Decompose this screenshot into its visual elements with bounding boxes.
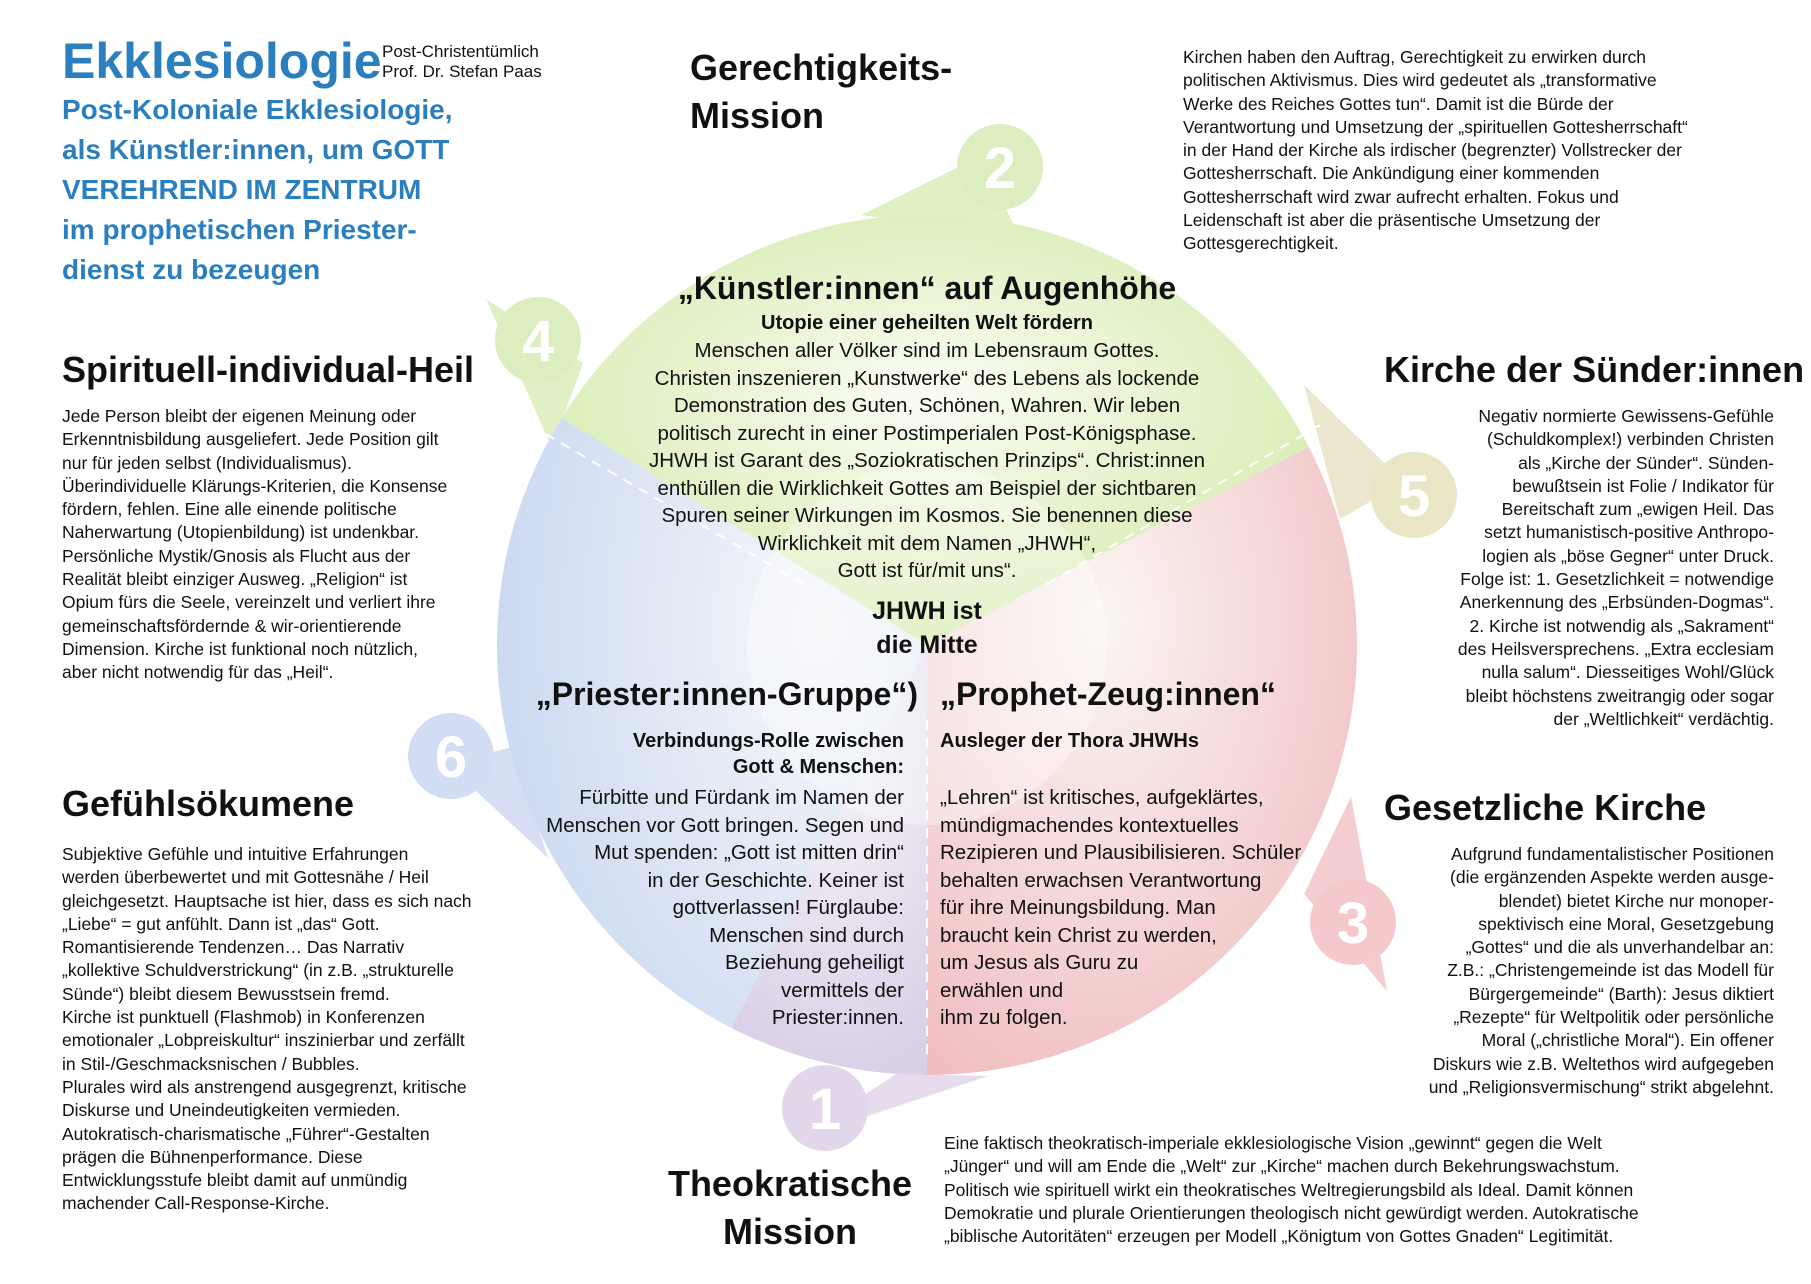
text-line: Entwicklungsstufe bleibt damit auf unmündig — [62, 1170, 408, 1191]
text-line: emotionaler „Lobpreiskultur“ inszinierbar und zerfällt — [62, 1030, 465, 1051]
text-line: Werke des Reiches Gottes tun“. Damit ist die Bürde der — [1183, 93, 1614, 114]
text-line: Rezipieren und Plausibilisieren. Schüler — [940, 841, 1302, 864]
text-line: gleichgesetzt. Hauptsache ist hier, dass es sich nach — [62, 890, 472, 911]
subtitle-line: dienst zu bezeugen — [62, 254, 321, 285]
text-line: „biblische Autoritäten“ erzeugen per Modell „Königtum von Gottes Gnaden“ Legitimität. — [944, 1226, 1614, 1247]
text-line: „Rezepte“ für Weltpolitik oder persönliche — [1453, 1007, 1774, 1028]
mitte-line: die Mitte — [876, 631, 978, 659]
text-line: fördern, fehlen. Eine alle einende politische — [62, 499, 397, 520]
text-line: Gottesherrschaft wird zwar aufrecht erhalten. Fokus und — [1183, 186, 1619, 207]
author-line: Post-Christentümlich — [382, 42, 539, 61]
number-1: 1 — [808, 1077, 842, 1142]
text-line: Eine faktisch theokratisch-imperiale ekklesiologische Vision „gewinnt“ gegen die Welt — [944, 1133, 1602, 1153]
text-line: Kirche ist punktuell (Flashmob) in Konferenzen — [62, 1007, 425, 1028]
page-subtitle — [62, 90, 453, 290]
text-line: Wirklichkeit mit dem Namen „JHWH“, — [757, 531, 1097, 555]
text-line: Fürbitte und Fürdank im Namen der — [579, 786, 904, 809]
text-line: als „Kirche der Sünder“. Sünden- — [1518, 452, 1774, 473]
heading-line: Theokratische — [667, 1163, 913, 1204]
text-line: in der Geschichte. Keiner ist — [647, 868, 904, 892]
text-line: politisch zurecht in einer Postimperialen Post-Königsphase. — [657, 421, 1197, 445]
text-line: Mut spenden: „Gott ist mitten drin“ — [594, 841, 904, 864]
number-6: 6 — [434, 725, 468, 790]
heading-kirche-der-suender: Kirche der Sünder:innen — [1384, 349, 1805, 390]
text-line: Opium fürs die Seele, vereinzelt und verliert ihre — [62, 592, 436, 613]
text-line: Gott ist für/mit uns“. — [837, 559, 1017, 582]
text-line: Dimension. Kirche ist funktional noch nützlich, — [62, 638, 419, 659]
center-text-prophet — [940, 784, 1360, 1032]
center-heading-kuenstler: „Künstler:innen“ auf Augenhöhe — [677, 270, 1177, 306]
text-line: Realität bleibt einziger Ausweg. „Religion“ ist — [62, 569, 408, 590]
text-line: Beziehung geheiligt — [725, 951, 904, 974]
text-line: Bürgergemeinde“ (Barth): Jesus diktiert — [1468, 983, 1774, 1004]
text-line: Subjektive Gefühle und intuitive Erfahrungen — [62, 844, 409, 864]
number-4: 4 — [521, 309, 555, 374]
text-line: Spuren seiner Wirkungen im Kosmos. Sie benennen diese — [661, 504, 1193, 527]
heading-line: Mission — [690, 95, 825, 136]
text-line: in Stil-/Geschmacksnischen / Bubbles. — [62, 1053, 360, 1074]
heading-gesetzliche-kirche: Gesetzliche Kirche — [1384, 787, 1707, 828]
text-line: Diskurse und Uneindeutigkeiten vermieden. — [62, 1100, 401, 1121]
text-line: und „Religionsvermischung“ strikt abgelehnt. — [1428, 1076, 1774, 1097]
text-line: spektivisch eine Moral, Gesetzgebung — [1478, 913, 1774, 934]
center-sub-prophet: Ausleger der Thora JHWHs — [940, 730, 1199, 752]
sub-line: Verbindungs-Rolle zwischen — [632, 730, 904, 752]
text-line: 2. Kirche ist notwendig als „Sakrament“ — [1469, 615, 1774, 636]
text-line: Erkenntnisbildung ausgeliefert. Jede Position gilt — [62, 429, 439, 450]
text-line: Christen inszenieren „Kunstwerke“ des Lebens als lockende — [654, 366, 1200, 390]
text-line: Überindividuelle Klärungs-Kriterien, die Konsense — [62, 475, 448, 496]
text-line: (die ergänzenden Aspekte werden ausge- — [1450, 867, 1774, 888]
center-sub-kuenstler: Utopie einer geheilten Welt fördern — [761, 312, 1093, 334]
subtitle-line: Post-Koloniale Ekklesiologie, — [62, 94, 453, 125]
text-line: vermittels der — [780, 978, 904, 1002]
text-line: in der Hand der Kirche als irdischer (begrenzter) Vollstrecker der — [1183, 140, 1682, 161]
center-mitte — [827, 594, 1027, 662]
text-line: Menschen sind durch — [709, 923, 904, 947]
text-line: Jede Person bleibt der eigenen Meinung oder — [62, 406, 417, 426]
text-line: Menschen aller Völker sind im Lebensraum Gottes. — [694, 339, 1160, 362]
author-block — [382, 42, 542, 82]
text-line: Politisch wie spirituell wirkt ein theokratisches Weltregierungsbild als Ideal. Damit können — [944, 1179, 1634, 1200]
text-spirituell-individual-heil — [62, 405, 502, 685]
text-line: Sünde“) bleibt diesem Bewusstsein fremd. — [62, 983, 390, 1004]
text-line: „Liebe“ = gut anfühlt. Dann ist „das“ Gott. — [62, 913, 380, 934]
text-line: Moral („christliche Moral“). Ein offener — [1481, 1030, 1774, 1051]
text-line: Z.B.: „Christengemeinde ist das Modell für — [1447, 960, 1774, 981]
text-kirche-der-suender — [1300, 405, 1774, 731]
text-line: Kirchen haben den Auftrag, Gerechtigkeit zu erwirken durch — [1183, 47, 1647, 67]
heading-spirituell-individual-heil: Spirituell-individual-Heil — [62, 349, 475, 390]
text-line: Folge ist: 1. Gesetzlichkeit = notwendige — [1460, 569, 1774, 590]
text-line: um Jesus als Guru zu — [940, 951, 1139, 974]
text-line: bewußtsein ist Folie / Indikator für — [1512, 475, 1774, 496]
text-line: Diskurs wie z.B. Weltethos wird aufgegeben — [1432, 1053, 1774, 1074]
center-sub-priester — [520, 728, 904, 780]
center-text-kuenstler — [600, 337, 1254, 585]
text-line: ihm zu folgen. — [940, 1006, 1068, 1029]
text-line: werden überbewertet und mit Gottesnähe / Heil — [62, 867, 429, 888]
text-line: Persönliche Mystik/Gnosis als Flucht aus der — [62, 545, 411, 566]
text-line: Naherwartung (Utopienbildung) ist undenkbar. — [62, 522, 420, 543]
text-line: Demonstration des Guten, Schönen, Wahren. Wir leben — [673, 394, 1181, 417]
text-line: des Heilsversprechens. „Extra ecclesiam — [1457, 638, 1774, 659]
text-line: Leidenschaft ist aber die präsentische Umsetzung der — [1183, 210, 1601, 231]
page-title: Ekklesiologie — [62, 33, 382, 89]
number-2: 2 — [983, 136, 1017, 201]
text-gefuehlsoekumene — [62, 843, 552, 1216]
text-line: setzt humanistisch-positive Anthropo- — [1484, 522, 1774, 543]
text-line: Anerkennung des „Erbsünden-Dogmas“. — [1459, 592, 1774, 613]
text-line: enthüllen die Wirklichkeit Gottes am Beispiel der sichtbaren — [657, 476, 1197, 500]
text-line: JHWH ist Garant des „Soziokratischen Prinzips“. Christ:innen — [649, 449, 1205, 472]
text-line: blendet) bietet Kirche nur monoper- — [1498, 890, 1774, 911]
text-line: der „Weltlichkeit“ verdächtig. — [1553, 708, 1774, 729]
text-line: Gottesherrschaft. Die Ankündigung einer kommenden — [1183, 163, 1600, 184]
text-line: „kollektive Schuldverstrickung“ (in z.B. „strukturelle — [62, 960, 454, 981]
text-line: machender Call-Response-Kirche. — [62, 1193, 330, 1214]
text-line: Aufgrund fundamentalistischer Positionen — [1451, 844, 1774, 864]
text-line: Romantisierende Tendenzen… Das Narrativ — [62, 937, 405, 958]
text-gesetzliche-kirche — [1300, 843, 1774, 1099]
subtitle-line: im prophetischen Priester- — [62, 214, 417, 245]
mitte-line: JHWH ist — [872, 597, 982, 625]
text-line: Demokratie und plurale Orientierungen theologisch nicht gewürdigt werden. Autokratische — [944, 1202, 1639, 1223]
text-line: Negativ normierte Gewissens-Gefühle — [1478, 406, 1774, 426]
number-5: 5 — [1397, 464, 1431, 529]
text-line: prägen die Bühnenperformance. Diese — [62, 1146, 363, 1167]
text-line: behalten erwachsen Verantwortung — [940, 868, 1262, 892]
text-line: nulla salum“. Diesseitiges Wohl/Glück — [1481, 662, 1774, 683]
text-line: Bereitschaft zum „ewigen Heil. Das — [1501, 499, 1774, 520]
text-line: „Jünger“ und will am Ende die „Welt“ zur „Kirche“ machen durch Bekehrungswachstum. — [944, 1156, 1620, 1177]
text-gerechtigkeits-mission — [1183, 46, 1783, 256]
heading-line: Gerechtigkeits- — [690, 47, 953, 88]
heading-line: Mission — [722, 1211, 857, 1252]
text-line: Verantwortung und Umsetzung der „spirituellen Gottesherrschaft“ — [1183, 116, 1688, 137]
text-line: bleibt höchstens zweitrangig oder sogar — [1465, 685, 1774, 706]
text-line: Menschen vor Gott bringen. Segen und — [546, 813, 904, 837]
subtitle-line: VEREHREND IM ZENTRUM — [62, 174, 422, 205]
text-line: Autokratisch-charismatische „Führer“-Gestalten — [62, 1123, 430, 1144]
text-line: politischen Aktivismus. Dies wird gedeutet als „transformative — [1183, 70, 1657, 91]
center-text-priester — [500, 784, 904, 1032]
text-line: „Lehren“ ist kritisches, aufgeklärtes, — [940, 786, 1264, 809]
text-line: Gottesgerechtigkeit. — [1183, 233, 1339, 254]
author-line: Prof. Dr. Stefan Paas — [382, 62, 542, 81]
text-line: braucht kein Christ zu werden, — [940, 923, 1217, 947]
text-line: aber nicht notwendig für das „Heil“. — [62, 662, 334, 683]
text-line: gemeinschaftsfördernde & wir-orientierende — [62, 615, 402, 636]
text-line: (Schuldkomplex!) verbinden Christen — [1487, 429, 1774, 450]
text-line: nur für jeden selbst (Individualismus). — [62, 452, 352, 473]
text-line: mündigmachendes kontextuelles — [940, 813, 1239, 837]
center-heading-prophet: „Prophet-Zeug:innen“ — [940, 676, 1276, 712]
text-line: Plurales wird als anstrengend ausgegrenzt, kritische — [62, 1076, 467, 1097]
text-line: für ihre Meinungsbildung. Man — [940, 896, 1216, 919]
text-line: Priester:innen. — [771, 1006, 904, 1029]
center-heading-priester: „Priester:innen-Gruppe“) — [535, 676, 918, 712]
text-line: erwählen und — [940, 978, 1064, 1002]
text-line: gottverlassen! Fürglaube: — [672, 896, 904, 919]
subtitle-line: als Künstler:innen, um GOTT — [62, 134, 450, 165]
text-theokratische-mission — [944, 1132, 1794, 1248]
number-3: 3 — [1336, 891, 1370, 956]
heading-theokratische-mission — [660, 1160, 920, 1256]
sub-line: Gott & Menschen: — [732, 756, 904, 778]
text-line: „Gottes“ und die als unverhandelbar an: — [1465, 937, 1774, 958]
heading-gefuehlsoekumene: Gefühlsökumene — [62, 783, 355, 824]
text-line: logien als „böse Gegner“ unter Druck. — [1482, 545, 1774, 566]
heading-gerechtigkeits-mission — [690, 44, 952, 140]
